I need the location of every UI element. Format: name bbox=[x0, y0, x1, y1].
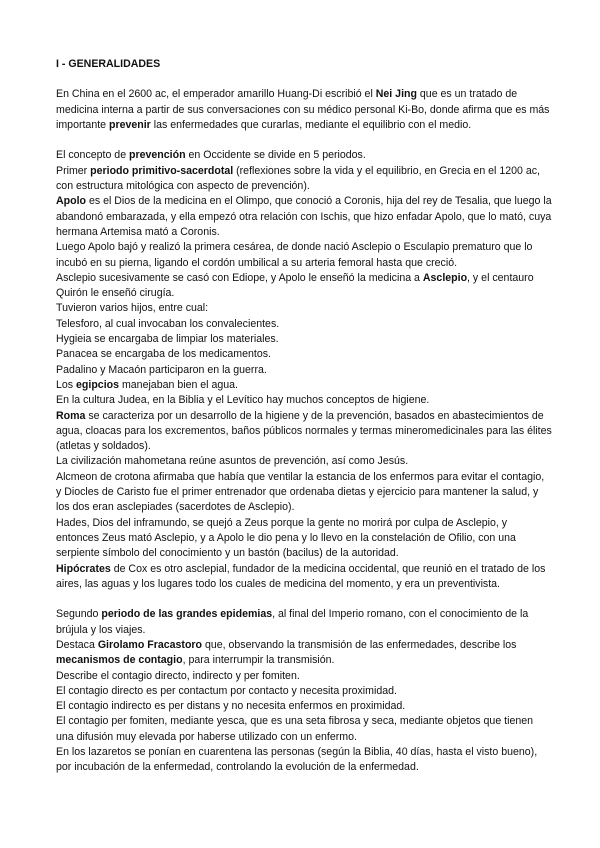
text-run: , para interrumpir la transmisión. bbox=[182, 654, 335, 667]
text-run: Hades, Dios del inframundo, se quejó a Zeus porque la gente no morirá por culpa de Asclepio, y entonces Zeus mató Asclepio, y a Apolo le dio pena y lo llevo en la constelación de Ofilio, con una serpiente símbolo del conocimiento y un bastón (bacilus) de la autoridad. bbox=[56, 516, 516, 560]
paragraph-gap bbox=[56, 133, 552, 148]
text-run: que es un tratado de medicina interna a partir de sus conversaciones con su médico personal Ki-Bo, donde afirma que es más importante bbox=[56, 88, 550, 131]
paragraph bbox=[56, 363, 552, 378]
text-run: Segundo bbox=[56, 608, 102, 621]
bold-term: egipcios bbox=[76, 378, 120, 391]
text-run: Primer bbox=[56, 164, 91, 177]
paragraph bbox=[56, 745, 552, 776]
text-run: de Cox es otro asclepial, fundador de la medicina occidental, que reunió en el tratado de los aires, las aguas y los lugares todo los cuales de medicina del momento, y era un preventivista. bbox=[56, 562, 546, 590]
bold-term: Hipócrates bbox=[56, 562, 111, 575]
paragraph bbox=[56, 516, 552, 562]
text-run: Panacea se encargaba de los medicamentos. bbox=[56, 348, 271, 361]
paragraph bbox=[56, 87, 552, 133]
paragraph bbox=[56, 347, 552, 362]
paragraph-gap bbox=[56, 592, 552, 607]
text-run: Telesforo, al cual invocaban los convalecientes. bbox=[56, 317, 280, 330]
text-run: que, observando la transmisión de las enfermedades, describe los bbox=[202, 638, 517, 651]
text-run: las enfermedades que curarlas, mediante el equilibrio con el medio. bbox=[150, 118, 472, 131]
paragraph bbox=[56, 148, 552, 163]
paragraph bbox=[56, 669, 552, 684]
paragraph bbox=[56, 194, 552, 240]
text-run: Asclepio sucesivamente se casó con Ediope, y Apolo le enseñó la medicina a bbox=[56, 271, 423, 284]
paragraph bbox=[56, 714, 552, 745]
paragraph bbox=[56, 638, 552, 669]
text-run: El contagio per fomiten, mediante yesca, que es una seta fibrosa y seca, mediante objetos que tienen una difusión muy elevada por haberse utilizado con un enfermo. bbox=[56, 715, 534, 743]
document-page bbox=[56, 57, 552, 776]
paragraph bbox=[56, 393, 552, 408]
paragraph bbox=[56, 164, 552, 195]
paragraph bbox=[56, 562, 552, 593]
bold-term: Girolamo Fracastoro bbox=[97, 638, 203, 651]
text-run: El concepto de bbox=[56, 149, 130, 162]
text-run: El contagio directo es per contactum por contacto y necesita proximidad. bbox=[56, 684, 397, 697]
paragraph bbox=[56, 454, 552, 469]
section-heading: I - GENERALIDADES bbox=[56, 58, 161, 70]
bold-term: Apolo bbox=[56, 195, 87, 208]
bold-term: prevención bbox=[129, 149, 186, 162]
text-run: Luego Apolo bajó y realizó la primera cesárea, de donde nació Asclepio o Esculapio prematuro que lo incubó en su pierna, ligando el cordón umbilical a su arteria femoral hasta que creció. bbox=[56, 241, 533, 269]
text-run: es el Dios de la medicina en el Olimpo, que conoció a Coronis, hija del rey de Tesalia, que luego la abandonó embarazada, y ella empezó otra relación con Ischis, que hizo enfadar Apolo, que lo mató, cuya hermana Artemisa mató a Coronis. bbox=[56, 195, 552, 238]
text-run: Destaca bbox=[56, 638, 98, 651]
paragraph bbox=[56, 684, 552, 699]
text-run: se caracteriza por un desarrollo de la higiene y de la prevención, basados en abastecimientos de agua, cloacas para los excrementos, baños públicos normales y termas mineromedicinales para las élites (atletas y soldados). bbox=[56, 409, 552, 453]
paragraph bbox=[56, 240, 552, 271]
paragraph bbox=[56, 409, 552, 455]
text-run: , y el centauro Quirón le enseñó cirugía. bbox=[56, 271, 534, 300]
paragraph bbox=[56, 607, 552, 638]
bold-term: periodo de las grandes epidemias bbox=[101, 608, 273, 621]
text-run: Los bbox=[56, 378, 77, 391]
text-run: Tuvieron varios hijos, entre cual: bbox=[56, 302, 209, 315]
bold-term: Nei Jing bbox=[375, 88, 417, 101]
text-run: En China en el 2600 ac, el emperador amarillo Huang-Di escribió el bbox=[56, 88, 376, 101]
paragraph bbox=[56, 317, 552, 332]
bold-term: mecanismos de contagio bbox=[56, 654, 183, 667]
paragraph bbox=[56, 378, 552, 393]
bold-term: Asclepio bbox=[422, 271, 468, 284]
paragraph bbox=[56, 332, 552, 347]
text-run: Hygieia se encargaba de limpiar los materiales. bbox=[56, 333, 279, 346]
text-run: Describe el contagio directo, indirecto y per fomiten. bbox=[56, 669, 300, 682]
text-run: En los lazaretos se ponían en cuarentena las personas (según la Biblia, 40 días, hasta el visto bueno), por incubación de la enfermedad, controlando la evolución de la enfermedad. bbox=[56, 746, 538, 774]
text-run: (reflexiones sobre la vida y el equilibrio, en Grecia en el 1200 ac, con estructura mitológica con aspecto de prevención). bbox=[56, 164, 540, 193]
paragraph bbox=[56, 301, 552, 316]
bold-term: periodo primitivo-sacerdotal bbox=[90, 164, 234, 177]
text-run: , al final del Imperio romano, con el conocimiento de la brújula y los viajes. bbox=[56, 608, 529, 636]
text-run: La civilización mahometana reúne asuntos de prevención, así como Jesús. bbox=[56, 455, 409, 468]
paragraph bbox=[56, 699, 552, 714]
text-run: en Occidente se divide en 5 periodos. bbox=[185, 149, 366, 162]
paragraph bbox=[56, 271, 552, 302]
text-run: Padalino y Macaón participaron en la guerra. bbox=[56, 363, 267, 376]
text-run: En la cultura Judea, en la Biblia y el Levítico hay muchos conceptos de higiene. bbox=[56, 394, 430, 407]
bold-term: prevenir bbox=[109, 118, 151, 131]
text-run: Alcmeon de crotona afirmaba que había que ventilar la estancia de los enfermos para evitar el contagio, y Diocles de Caristo fue el primer entrenador que ordenaba dietas y ejercicio para mantener la salud, y los dos eran asclepiades (sacerdotes de Asclepio). bbox=[56, 470, 545, 514]
text-run: El contagio indirecto es per distans y no necesita enfermos en proximidad. bbox=[56, 700, 406, 713]
bold-term: Roma bbox=[56, 409, 86, 422]
text-run: manejaban bien el agua. bbox=[119, 378, 238, 391]
paragraph bbox=[56, 470, 552, 516]
document-body bbox=[56, 87, 552, 775]
